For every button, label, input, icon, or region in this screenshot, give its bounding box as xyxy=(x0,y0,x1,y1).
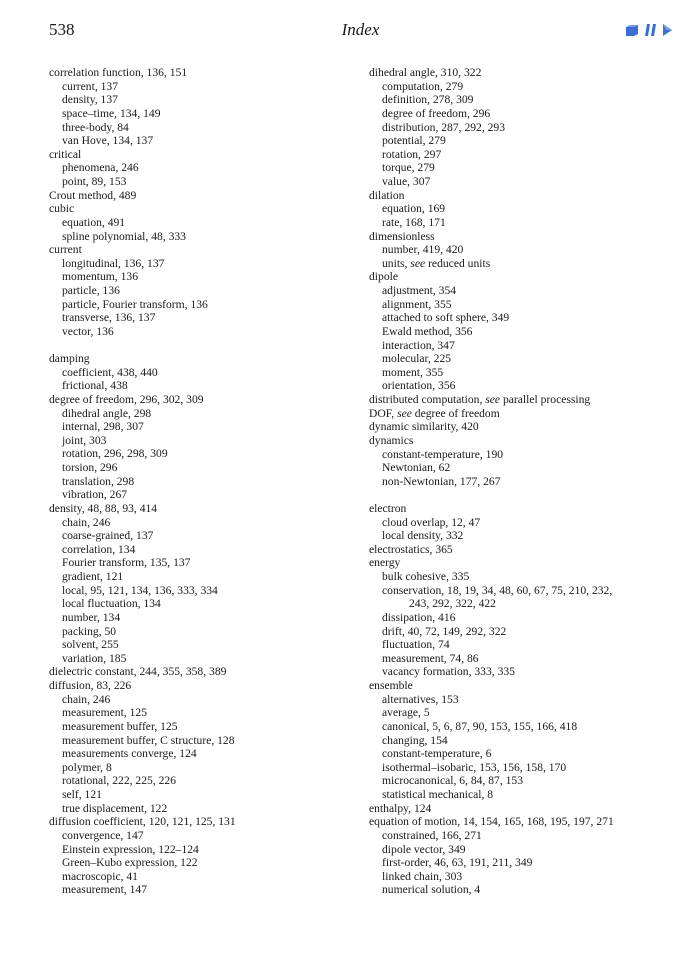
index-entry: dynamic similarity, 420 xyxy=(369,420,479,434)
index-entry xyxy=(369,393,669,407)
index-subentry: packing, 50 xyxy=(62,624,117,638)
index-subentry: equation, 169 xyxy=(382,202,446,216)
index-subentry: Newtonian, 62 xyxy=(382,461,451,475)
index-subentry: Fourier transform, 135, 137 xyxy=(62,556,191,570)
first-page-icon[interactable] xyxy=(626,25,638,36)
index-subentry: measurements converge, 124 xyxy=(62,747,197,761)
index-subentry: van Hove, 134, 137 xyxy=(62,134,154,148)
index-entry: ensemble xyxy=(369,679,413,693)
index-subentry: cloud overlap, 12, 47 xyxy=(382,515,481,529)
entry-term: units, xyxy=(382,256,411,270)
index-subentry: adjustment, 354 xyxy=(382,284,457,297)
index-subentry: average, 5 xyxy=(382,706,430,720)
index-subentry: vibration, 267 xyxy=(62,488,128,502)
index-entry: diffusion, 83, 226 xyxy=(49,679,132,693)
index-subentry: chain, 246 xyxy=(62,692,111,706)
index-subentry: torsion, 296 xyxy=(62,461,118,475)
index-subentry: space–time, 134, 149 xyxy=(62,106,161,120)
page-number: 538 xyxy=(49,20,75,39)
index-subentry: vacancy formation, 333, 335 xyxy=(382,665,515,679)
index-subentry: potential, 279 xyxy=(382,134,446,148)
index-subentry: local density, 332 xyxy=(382,529,464,543)
index-subentry: orientation, 356 xyxy=(382,379,456,393)
index-subentry: computation, 279 xyxy=(382,79,464,93)
index-subentry: conservation, 18, 19, 34, 48, 60, 67, 75, 210, 232, xyxy=(382,583,613,597)
index-subentry: Ewald method, 356 xyxy=(382,324,473,338)
index-entry: equation of motion, 14, 154, 165, 168, 195, 197, 271 xyxy=(369,815,614,829)
index-subentry: measurement buffer, C structure, 128 xyxy=(62,733,235,747)
index-subentry: attached to soft sphere, 349 xyxy=(382,311,510,325)
index-subentry: true displacement, 122 xyxy=(62,801,168,815)
running-head: Index xyxy=(341,20,380,39)
index-subentry: alignment, 355 xyxy=(382,297,452,311)
index-subentry: number, 419, 420 xyxy=(382,243,464,257)
index-subentry: macroscopic, 41 xyxy=(62,869,138,883)
index-spacer xyxy=(49,339,349,353)
index-subentry: constant-temperature, 6 xyxy=(382,747,492,761)
index-entry: degree of freedom, 296, 302, 309 xyxy=(49,392,204,406)
index-subentry: variation, 185 xyxy=(62,651,127,665)
index-subentry: canonical, 5, 6, 87, 90, 153, 155, 166, 418 xyxy=(382,719,578,733)
index-subentry: microcanonical, 6, 84, 87, 153 xyxy=(382,774,524,788)
see-target: parallel processing xyxy=(500,393,591,406)
index-subentry: local, 95, 121, 134, 136, 333, 334 xyxy=(62,583,218,597)
index-subentry: distribution, 287, 292, 293 xyxy=(382,120,506,134)
index-continuation: 243, 292, 322, 422 xyxy=(409,597,496,611)
index-subentry: molecular, 225 xyxy=(382,352,452,366)
index-subentry: phenomena, 246 xyxy=(62,161,139,175)
index-subentry: longitudinal, 136, 137 xyxy=(62,256,165,270)
index-subentry: solvent, 255 xyxy=(62,638,119,652)
index-subentry: momentum, 136 xyxy=(62,270,138,284)
index-subentry: correlation, 134 xyxy=(62,542,136,556)
index-entry: dipole xyxy=(369,270,398,284)
index-subentry: convergence, 147 xyxy=(62,828,144,842)
index-subentry: density, 137 xyxy=(62,93,118,107)
index-subentry: particle, 136 xyxy=(62,284,120,297)
index-entry: Crout method, 489 xyxy=(49,188,137,202)
index-subentry: polymer, 8 xyxy=(62,760,112,774)
index-spacer xyxy=(369,488,669,502)
index-subentry: dihedral angle, 298 xyxy=(62,406,152,420)
index-entry: dimensionless xyxy=(369,229,435,243)
index-entry: dynamics xyxy=(369,433,414,447)
index-entry xyxy=(369,407,669,421)
index-subentry: measurement, 147 xyxy=(62,883,147,897)
index-subentry: rotational, 222, 225, 226 xyxy=(62,774,176,788)
index-entry: electrostatics, 365 xyxy=(369,542,453,556)
index-entry: dilation xyxy=(369,188,405,202)
index-subentry: moment, 355 xyxy=(382,365,444,379)
index-subentry: alternatives, 153 xyxy=(382,692,459,706)
index-subentry: numerical solution, 4 xyxy=(382,883,481,897)
see-reference: see xyxy=(410,256,426,270)
index-subentry: linked chain, 303 xyxy=(382,869,463,883)
index-entry: electron xyxy=(369,501,407,515)
entry-term: DOF, xyxy=(369,406,398,420)
see-reference: see xyxy=(485,393,501,406)
index-subentry: three-body, 84 xyxy=(62,120,129,134)
index-subentry: measurement, 74, 86 xyxy=(382,651,479,665)
see-target: degree of freedom xyxy=(411,406,500,420)
index-subentry: fluctuation, 74 xyxy=(382,638,450,652)
index-column-left xyxy=(49,66,349,897)
index-entry: energy xyxy=(369,556,401,570)
index-subentry: definition, 278, 309 xyxy=(382,93,474,107)
index-entry: damping xyxy=(49,352,90,366)
index-subentry: internal, 298, 307 xyxy=(62,420,144,434)
index-subentry: spline polynomial, 48, 333 xyxy=(62,229,186,243)
index-column-right xyxy=(369,66,669,897)
index-subentry: vector, 136 xyxy=(62,324,114,338)
index-subentry: measurement buffer, 125 xyxy=(62,719,178,733)
index-subentry: rate, 168, 171 xyxy=(382,215,446,229)
index-subentry: constant-temperature, 190 xyxy=(382,447,504,461)
index-subentry: joint, 303 xyxy=(62,433,107,447)
index-subentry: self, 121 xyxy=(62,788,102,802)
index-entry: dihedral angle, 310, 322 xyxy=(369,66,482,79)
index-subentry: degree of freedom, 296 xyxy=(382,106,491,120)
index-entry: critical xyxy=(49,147,82,161)
see-target: reduced units xyxy=(425,256,491,270)
index-subentry: local fluctuation, 134 xyxy=(62,597,161,611)
index-subentry: number, 134 xyxy=(62,610,121,624)
page-nav-controls xyxy=(626,24,672,36)
index-subentry: dissipation, 416 xyxy=(382,610,456,624)
index-subentry: constrained, 166, 271 xyxy=(382,828,482,842)
index-entry: density, 48, 88, 93, 414 xyxy=(49,501,158,515)
index-subentry: rotation, 297 xyxy=(382,147,442,161)
index-subentry: drift, 40, 72, 149, 292, 322 xyxy=(382,624,507,638)
index-subentry: equation, 491 xyxy=(62,215,126,229)
index-subentry: statistical mechanical, 8 xyxy=(382,788,494,802)
index-subentry: Einstein expression, 122–124 xyxy=(62,842,199,856)
index-subentry: coefficient, 438, 440 xyxy=(62,365,158,379)
index-subentry: coarse-grained, 137 xyxy=(62,529,154,543)
index-subentry: translation, 298 xyxy=(62,474,135,488)
index-entry: current xyxy=(49,243,82,257)
index-subentry: dipole vector, 349 xyxy=(382,842,466,856)
index-subentry: particle, Fourier transform, 136 xyxy=(62,297,208,311)
index-entry: cubic xyxy=(49,202,75,216)
see-reference: see xyxy=(397,406,412,420)
index-subentry xyxy=(369,257,669,271)
index-entry: correlation function, 136, 151 xyxy=(49,66,188,79)
index-subentry: point, 89, 153 xyxy=(62,175,127,188)
index-subentry: current, 137 xyxy=(62,79,119,93)
index-subentry: isothermal–isobaric, 153, 156, 158, 170 xyxy=(382,760,567,774)
index-subentry: interaction, 347 xyxy=(382,338,455,352)
index-subentry: frictional, 438 xyxy=(62,379,128,393)
index-entry: enthalpy, 124 xyxy=(369,801,432,815)
index-subentry: value, 307 xyxy=(382,175,431,188)
next-page-icon[interactable] xyxy=(663,24,672,36)
index-subentry: gradient, 121 xyxy=(62,570,124,584)
index-subentry: non-Newtonian, 177, 267 xyxy=(382,474,501,488)
index-entry: dielectric constant, 244, 355, 358, 389 xyxy=(49,665,227,679)
index-subentry: Green–Kubo expression, 122 xyxy=(62,856,198,870)
index-entry: diffusion coefficient, 120, 121, 125, 131 xyxy=(49,815,236,829)
index-subentry: chain, 246 xyxy=(62,515,111,529)
index-subentry: transverse, 136, 137 xyxy=(62,311,156,325)
page-header xyxy=(49,20,672,44)
entry-term: distributed computation, xyxy=(369,393,486,406)
index-subentry: changing, 154 xyxy=(382,733,448,747)
index-subentry: torque, 279 xyxy=(382,161,435,175)
index-subentry: bulk cohesive, 335 xyxy=(382,570,470,584)
pause-icon[interactable] xyxy=(645,24,656,36)
index-subentry: first-order, 46, 63, 191, 211, 349 xyxy=(382,856,533,870)
index-subentry: rotation, 296, 298, 309 xyxy=(62,447,168,461)
index-subentry: measurement, 125 xyxy=(62,706,147,720)
